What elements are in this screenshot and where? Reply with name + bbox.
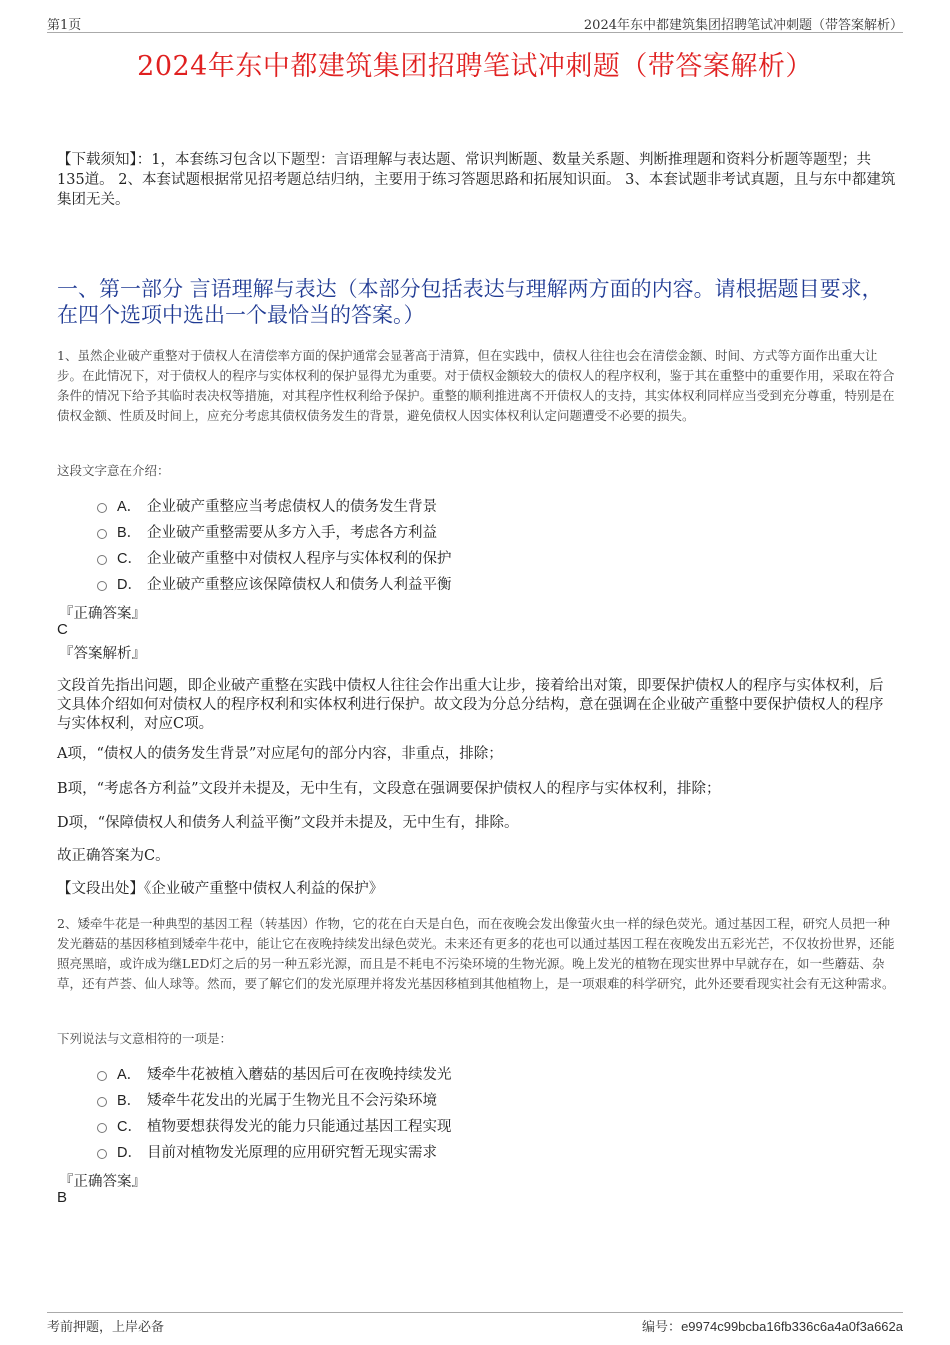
option-text: 目前对植物发光原理的应用研究暂无现实需求 xyxy=(147,1144,437,1161)
page-header xyxy=(47,14,903,33)
analysis-paragraph: B项，“考虑各方利益”文段并未提及，无中生有，文段意在强调要保护债权人的程序与实体权利，排除； xyxy=(57,781,721,797)
option-a[interactable] xyxy=(97,1060,797,1086)
option-letter: A． xyxy=(117,1066,142,1083)
correct-answer-label: 『正确答案』 xyxy=(59,606,146,622)
question-2-options xyxy=(97,1060,797,1164)
correct-answer: C xyxy=(57,621,68,638)
option-text: 企业破产重整应该保障债权人和债务人利益平衡 xyxy=(147,576,452,593)
analysis-paragraph: D项，“保障债权人和债务人利益平衡”文段并未提及，无中生有，排除。 xyxy=(57,815,519,831)
option-letter: D． xyxy=(117,1144,142,1161)
radio-icon[interactable] xyxy=(97,1097,107,1107)
document-title: 2024年东中都建筑集团招聘笔试冲刺题（带答案解析） xyxy=(137,51,813,82)
option-c[interactable] xyxy=(97,1112,797,1138)
page-footer xyxy=(47,1312,903,1336)
document-code-label: 编号： xyxy=(642,1320,682,1335)
radio-icon[interactable] xyxy=(97,555,107,565)
analysis-label: 『答案解析』 xyxy=(59,646,146,662)
option-text: 矮牵牛花被植入蘑菇的基因后可在夜晚持续发光 xyxy=(147,1066,452,1083)
option-d[interactable] xyxy=(97,570,797,596)
question-1-stem: 1、虽然企业破产重整对于债权人在清偿率方面的保护通常会显著高于清算，但在实践中，债权人往往也会在清偿金额、时间、方式等方面作出重大让步。在此情况下，对于债权人的程序与实体权利的保护显得尤为重要。对于债权金额较大的债权人的程序权利，鉴于其在重整中的重要作用，采取在符合条件的情况下给予其临时表决权等措施，对其程序性权利给予保护。重整的顺利推进离不开债权人的支持，其实体权利同样应当受到充分尊重，特别是在债权金额、性质及时间上，应充分考虑其债权债务发生的背景，避免债权人因实体权利认定问题遭受不必要的损失。 xyxy=(57,348,895,423)
analysis-paragraph: 文段首先指出问题，即企业破产重整在实践中债权人往往会作出重大让步，接着给出对策，即要保护债权人的程序与实体权利，后文具体介绍如何对债权人的程序权利和实体权利进行保护。故文段为分总分结构，意在强调在企业破产重整中要保护债权人的程序与实体权利，对应C项。 xyxy=(57,678,884,732)
option-text: 企业破产重整应当考虑债权人的债务发生背景 xyxy=(147,498,437,515)
radio-icon[interactable] xyxy=(97,1071,107,1081)
radio-icon[interactable] xyxy=(97,529,107,539)
question-1-prompt: 这段文字意在介绍： xyxy=(57,463,170,478)
option-letter: B． xyxy=(117,524,142,541)
option-letter: C． xyxy=(117,1118,142,1135)
question-2-prompt: 下列说法与文意相符的一项是： xyxy=(57,1031,233,1046)
question-2-stem: 2、矮牵牛花是一种典型的基因工程（转基因）作物，它的花在白天是白色，而在夜晚会发出像萤火虫一样的绿色荧光。通过基因工程，研究人员把一种发光蘑菇的基因移植到矮牵牛花中，能让它在夜晚持续发出绿色荧光。未来还有更多的花也可以通过基因工程在夜晚发出五彩光芒，不仅妆扮世界，还能照亮黑暗，或许成为继LED灯之后的另一种五彩光源，而且是不耗电不污染环境的生物光源。晚上发光的植物在现实世界中早就存在，如一些蘑菇、杂草，还有芦荟、仙人球等。然而，要了解它们的发光原理并将发光基因移植到其他植物上，是一项艰难的科学研究，此外还要看现实社会有无这种需求。 xyxy=(57,916,895,991)
radio-icon[interactable] xyxy=(97,503,107,513)
option-d[interactable] xyxy=(97,1138,797,1164)
option-b[interactable] xyxy=(97,1086,797,1112)
option-letter: A． xyxy=(117,498,142,515)
option-b[interactable] xyxy=(97,518,797,544)
option-c[interactable] xyxy=(97,544,797,570)
download-notice: 【下载须知】：1，本套练习包含以下题型：言语理解与表达题、常识判断题、数量关系题、判断推理题和资料分析题等题型；共135道。 2、本套试题根据常见招考题总结归纳，主要用于练习答题思路和拓展知识面。 3、本套试题非考试真题，且与东中都建筑集团无关。 xyxy=(57,152,896,208)
correct-answer-label: 『正确答案』 xyxy=(59,1174,146,1190)
radio-icon[interactable] xyxy=(97,1123,107,1133)
radio-icon[interactable] xyxy=(97,581,107,591)
correct-answer: B xyxy=(57,1189,68,1206)
option-text: 企业破产重整需要从多方入手，考虑各方利益 xyxy=(147,524,437,541)
footer-slogan: 考前押题，上岸必备 xyxy=(47,1320,165,1335)
analysis-paragraph: A项，“债权人的债务发生背景”对应尾句的部分内容，非重点，排除； xyxy=(57,746,503,762)
option-text: 矮牵牛花发出的光属于生物光且不会污染环境 xyxy=(147,1092,437,1109)
page-number: 第1页 xyxy=(47,18,82,33)
source-citation: 【文段出处】《企业破产重整中债权人利益的保护》 xyxy=(57,881,384,897)
analysis-paragraph: 故正确答案为C。 xyxy=(57,848,170,864)
option-letter: D． xyxy=(117,576,142,593)
option-text: 企业破产重整中对债权人程序与实体权利的保护 xyxy=(147,550,452,567)
section-heading: 一、第一部分 言语理解与表达（本部分包括表达与理解两方面的内容。请根据题目要求，在四个选项中选出一个最恰当的答案。） xyxy=(57,277,883,327)
document-code-value: e9974c99bcba16fb336c6a4a0f3a662a xyxy=(681,1319,903,1334)
header-doc-title: 2024年东中都建筑集团招聘笔试冲刺题（带答案解析） xyxy=(583,18,903,33)
option-text: 植物要想获得发光的能力只能通过基因工程实现 xyxy=(147,1118,452,1135)
option-letter: B． xyxy=(117,1092,142,1109)
radio-icon[interactable] xyxy=(97,1149,107,1159)
document-code xyxy=(642,1316,903,1335)
option-letter: C． xyxy=(117,550,142,567)
option-a[interactable] xyxy=(97,492,797,518)
question-1-options xyxy=(97,492,797,596)
